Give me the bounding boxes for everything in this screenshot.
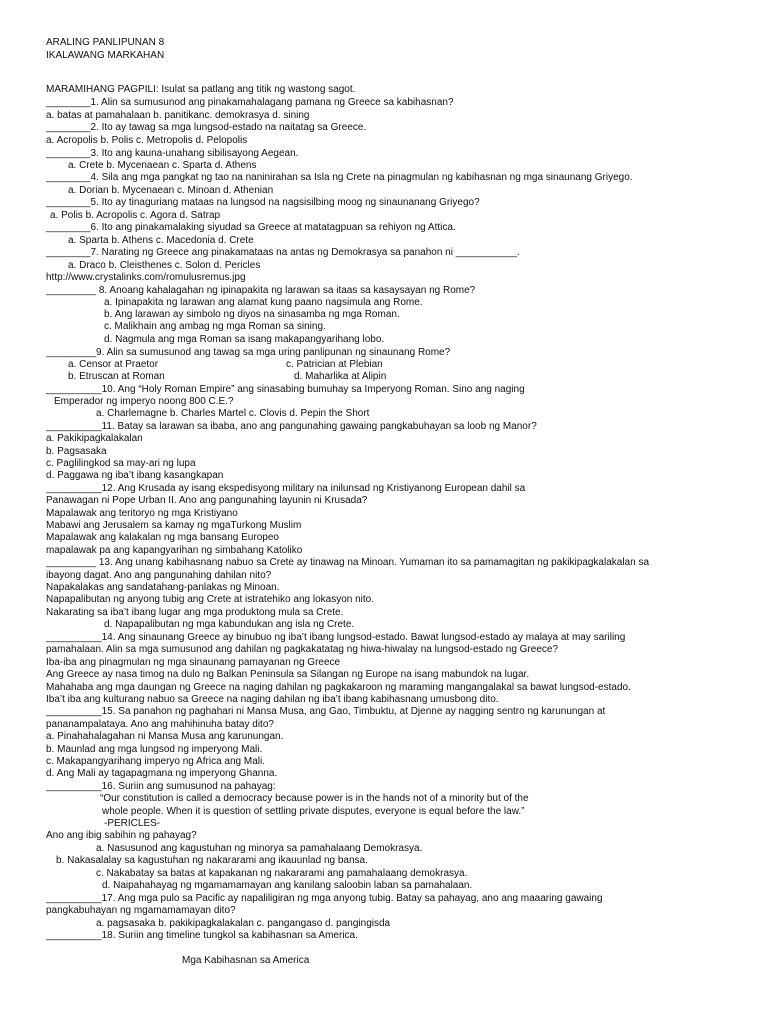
choice-15c: c. Makapangyarihang imperyo ng Africa ang Mali. [46,756,266,767]
choice-9c: c. Patrician at Plebian [286,359,383,370]
question-13-cont: ibayong dagat. Ano ang pangunahing dahilan nito? [46,570,272,581]
question-7: ________7. Narating ng Greece ang pinakamataas na antas ng Demokrasya sa panahon ni ___________. [46,247,520,258]
choices-10: a. Charlemagne b. Charles Martel c. Clovis d. Pepin the Short [96,408,370,419]
question-8: _________ 8. Anoang kahalagahan ng ipinapakita ng larawan sa itaas sa kasaysayan ng Rome? [46,285,476,296]
choice-8d: d. Nagmula ang mga Roman sa isang makapangyarihang lobo. [104,334,385,345]
question-14: __________14. Ang sinaunang Greece ay binubuo ng iba’t ibang lungsod-estado. Bawat lungsod-estado ay malaya at may sariling [46,632,626,643]
choice-11b: b. Pagsasaka [46,446,107,457]
question-10-cont: Emperador ng imperyo noong 800 C.E.? [54,396,234,407]
question-14-cont: pamahalaan. Alin sa mga sumusunod ang dahilan ng pagkakatatag ng hiwa-hiwalay na lungsod-estado ng Greece? [46,644,559,655]
document-subtitle: IKALAWANG MARKAHAN [46,50,165,61]
choice-16a: a. Nasusunod ang kagustuhan ng minorya sa pamahalaang Demokrasya. [96,843,423,854]
question-12: __________12. Ang Krusada ay isang ekspedisyong military na inilunsad ng Kristiyanong European dahil sa [46,483,526,494]
choice-16d: d. Naipahahayag ng mgamamamayan ang kanilang saloobin laban sa pamahalaan. [102,880,473,891]
document-title: ARALING PANLIPUNAN 8 [46,37,165,48]
choice-11d: d. Paggawa ng iba’t ibang kasangkapan [46,470,224,481]
choice-11c: c. Paglilingkod sa may-ari ng lupa [46,458,196,469]
choice-8b: b. Ang larawan ay simbolo ng diyos na sinasamba ng mga Roman. [104,309,400,320]
question-13: _________ 13. Ang unang kabihasnang nabuo sa Crete ay tinawag na Minoan. Yumaman ito sa pamamagitan ng pakikipagkalakalan sa [46,557,650,568]
choice-14c: Mahahaba ang mga daungan ng Greece na naging dahilan ng pagkakaroon ng maraming mangangalakal sa bawat lungsod-estado. [46,682,631,693]
question-17-cont: pangkabuhayan ng mgamamamayan dito? [46,905,236,916]
question-15: __________15. Sa panahon ng paghahari ni Mansa Musa, ang Gao, Timbuktu, at Djenne ay nagging sentro ng karunungan at [46,706,606,717]
choices-17: a. pagsasaka b. pakikipagkalakalan c. pangangaso d. pangingisda [96,918,391,929]
question-16-prompt: Ano ang ibig sabihin ng pahayag? [46,830,197,841]
question-3: ________3. Ito ang kauna-unahang sibilisayong Aegean. [46,148,299,159]
image-url: http://www.crystalinks.com/romulusremus.jpg [46,272,246,283]
question-18: __________18. Suriin ang timeline tungkol sa kabihasnan sa America. [46,930,358,941]
choice-8c: c. Malikhain ang ambag ng mga Roman sa sining. [104,321,326,332]
choice-12a: Mapalawak ang teritoryo ng mga Kristiyano [46,508,238,519]
choice-9d: d. Maharlika at Alipin [294,371,387,382]
choice-9a: a. Censor at Praetor [68,359,159,370]
question-2: ________2. Ito ay tawag sa mga lungsod-estado na naitatag sa Greece. [46,122,367,133]
question-10: __________10. Ang “Holy Roman Empire” ang sinasabing bumuhay sa Imperyong Roman. Sino ang naging [46,384,525,395]
choices-2: a. Acropolis b. Polis c. Metropolis d. Pelopolis [46,135,248,146]
choice-12b: Mabawi ang Jerusalem sa kamay ng mgaTurkong Muslim [46,520,302,531]
choice-15b: b. Maunlad ang mga lungsod ng imperyong Mali. [46,744,263,755]
choice-16c: c. Nakabatay sa batas at kapakanan ng nakararami ang pamahalaang demokrasya. [96,868,468,879]
choices-1: a. batas at pamahalaan b. panitikanc. demokrasya d. sining [46,110,310,121]
question-16: __________16. Suriin ang sumusunod na pahayag: [46,781,276,792]
section-heading: Mga Kabihasnan sa America [182,955,310,966]
choice-13d: d. Napapalibutan ng mga kabundukan ang isla ng Crete. [104,619,355,630]
choices-3: a. Crete b. Mycenaean c. Sparta d. Athens [68,160,257,171]
choices-5: a. Polis b. Acropolis c. Agora d. Satrap [50,210,221,221]
quote-author: -PERICLES- [104,818,161,829]
choice-8a: a. Ipinapakita ng larawan ang alamat kung paano nagsimula ang Rome. [104,297,423,308]
question-17: __________17. Ang mga pulo sa Pacific ay napaliligiran ng mga anyong tubig. Batay sa pahayag, ano ang maaaring gawaing [46,893,603,904]
choice-13c: Nakarating sa iba’t ibang lugar ang mga produktong mula sa Crete. [46,607,344,618]
question-15-cont: pananampalataya. Ano ang mahihinuha batay dito? [46,719,274,730]
question-4: ________4. Sila ang mga pangkat ng tao na naninirahan sa Isla ng Crete na pinagmulan ng kabihasnan ng mga sinaunang Griyego. [46,172,633,183]
question-1: ________1. Alin sa sumusunod ang pinakamahalagang pamana ng Greece sa kabihasnan? [46,97,454,108]
choices-7: a. Draco b. Cleisthenes c. Solon d. Pericles [68,260,261,271]
question-12-cont: Panawagan ni Pope Urban II. Ano ang pangunahing layunin ni Krusada? [46,495,368,506]
choice-13b: Napapalibutan ng anyong tubig ang Crete at istratehiko ang lokasyon nito. [46,594,375,605]
choice-14a: Iba-iba ang pinagmulan ng mga sinaunang pamayanan ng Greece [46,657,341,668]
choice-15a: a. Pinahahalagahan ni Mansa Musa ang karunungan. [46,731,284,742]
choice-14d: Iba’t iba ang kulturang nabuo sa Greece na naging dahilan ng iba’t ibang kabihasnang umusbong dito. [46,694,499,705]
choice-11a: a. Pakikipagkalakalan [46,433,143,444]
choice-12d: mapalawak pa ang kapangyarihan ng simbahang Katoliko [46,545,303,556]
choice-15d: d. Ang Mali ay tagapagmana ng imperyong Ghanna. [46,768,278,779]
quote-line-1: “Our constitution is called a democracy because power is in the hands not of a minority but of the [100,793,529,804]
choice-12c: Mapalawak ang kalakalan ng mga bansang Europeo [46,532,279,543]
choice-13a: Napakalakas ang sandatahang-panlakas ng Minoan. [46,582,280,593]
choice-9b: b. Etruscan at Roman [68,371,165,382]
choices-4: a. Dorian b. Mycenaean c. Minoan d. Athenian [68,185,274,196]
quote-line-2: whole people. When it is question of settling private disputes, everyone is equal before the law.” [102,806,525,817]
question-6: ________6. Ito ang pinakamalaking siyudad sa Greece at matatagpuan sa rehiyon ng Attica. [46,222,456,233]
choice-14b: Ang Greece ay nasa timog na dulo ng Balkan Peninsula sa Silangan ng Europe na isang mabundok na lugar. [46,669,530,680]
choices-6: a. Sparta b. Athens c. Macedonia d. Crete [68,235,254,246]
choice-16b: b. Nakasalalay sa kagustuhan ng nakararami ang ikauunlad ng bansa. [56,855,368,866]
question-11: __________11. Batay sa larawan sa ibaba, ano ang pangunahing gawaing pangkabuhayan sa loob ng Manor? [46,421,537,432]
question-9: _________9. Alin sa sumusunod ang tawag sa mga uring panlipunan ng sinaunang Rome? [46,347,451,358]
instruction-text: MARAMIHANG PAGPILI: Isulat sa patlang ang titik ng wastong sagot. [46,84,356,95]
question-5: ________5. Ito ay tinaguriang mataas na lungsod na nagsisilbing moog ng sinaunanang Griyego? [46,197,480,208]
